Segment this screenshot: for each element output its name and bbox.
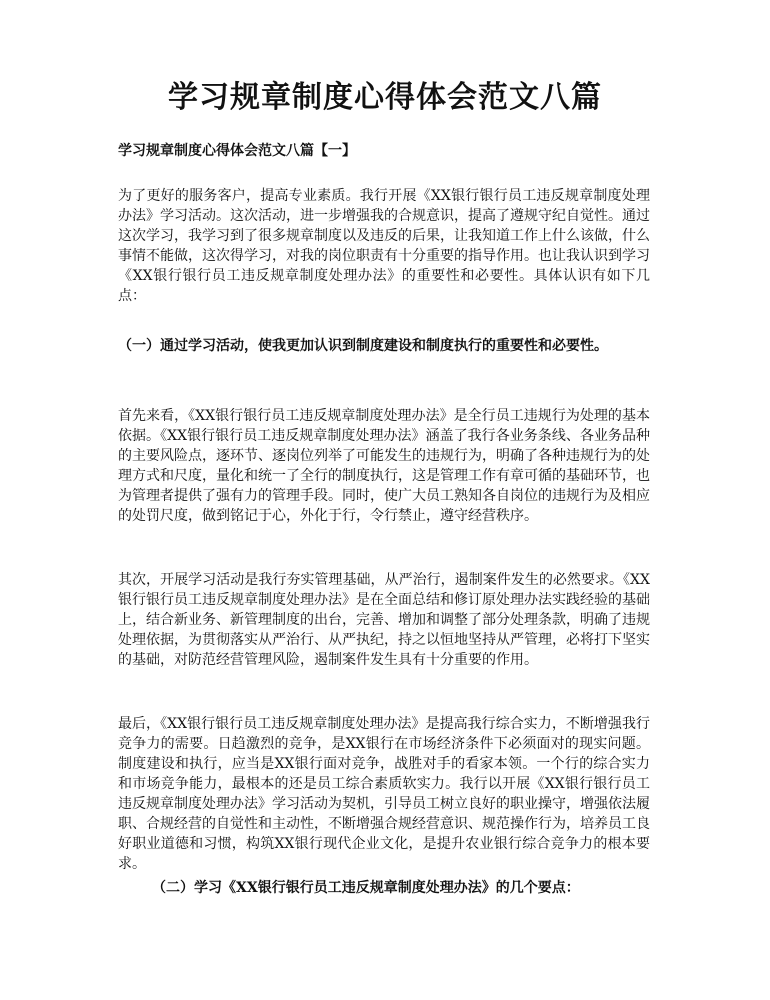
section-heading-2: （二）学习《XX银行银行员工违反规章制度处理办法》的几个要点：	[152, 880, 580, 896]
section-subtitle: 学习规章制度心得体会范文八篇【一】	[118, 143, 356, 159]
body-paragraph-first: 首先来看，《XX银行银行员工违反规章制度处理办法》是全行员工违规行为处理的基本依据。《XX银行银行员工违反规章制度处理办法》涵盖了我行各业务条线、各业务品种的主要风险点，逐环节、逐岗位列举了可能发生的违规行为，明确了各种违规行为的处理方式和尺度，量化和统一了全行的制度执行，这是管理工作有章可循的基础环节，也为管理者提供了强有力的管理手段。同时，使广大员工熟知各自岗位的违规行为及相应的处罚尺度，做到铭记于心，外化于行，令行禁止，遵守经营秩序。	[118, 408, 650, 524]
body-paragraph-third: 最后，《XX银行银行员工违反规章制度处理办法》是提高我行综合实力，不断增强我行竞争力的需要。日趋激烈的竞争，是XX银行在市场经济条件下必须面对的现实问题。制度建设和执行，应当是XX银行面对竞争，战胜对手的看家本领。一个行的综合实力和市场竞争能力，最根本的还是员工综合素质软实力。我行以开展《XX银行银行员工违反规章制度处理办法》学习活动为契机，引导员工树立良好的职业操守，增强依法履职、合规经营的自觉性和主动性，不断增强合规经营意识、规范操作行为，培养员工良好职业道德和习惯，构筑XX银行现代企业文化，是提升农业银行综合竞争力的根本要求。	[118, 716, 650, 872]
body-paragraph-second: 其次，开展学习活动是我行夯实管理基础，从严治行，遏制案件发生的必然要求。《XX银行银行员工违反规章制度处理办法》是在全面总结和修订原处理办法实践经验的基础上，结合新业务、新管理制度的出台，完善、增加和调整了部分处理条款，明确了违规处理依据，为贯彻落实从严治行、从严执纪，持之以恒地坚持从严管理，必将打下坚实的基础，对防范经营管理风险，遏制案件发生具有十分重要的作用。	[118, 572, 650, 668]
section-heading-1: （一）通过学习活动，使我更加认识到制度建设和制度执行的重要性和必要性。	[118, 338, 608, 354]
intro-paragraph: 为了更好的服务客户，提高专业素质。我行开展《XX银行银行员工违反规章制度处理办法》学习活动。这次活动，进一步增强我的合规意识，提高了遵规守纪自觉性。通过这次学习，我学习到了很多规章制度以及违反的后果，让我知道工作上什么该做，什么事情不能做，这次得学习，对我的岗位职责有十分重要的指导作用。也让我认识到学习《XX银行银行员工违反规章制度处理办法》的重要性和必要性。具体认识有如下几点：	[118, 188, 650, 304]
document-title: 学习规章制度心得体会范文八篇	[168, 80, 602, 115]
